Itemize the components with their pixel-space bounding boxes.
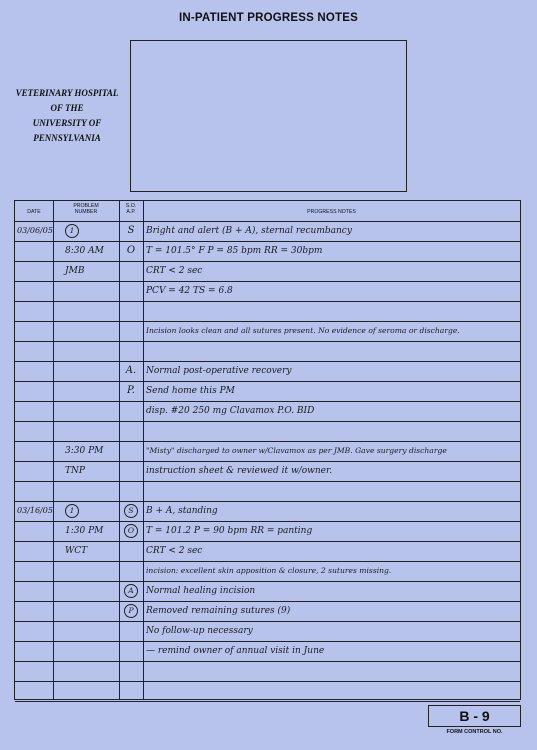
- table-row: [15, 321, 520, 341]
- problem-cell: [55, 601, 119, 621]
- hospital-line: UNIVERSITY OF: [32, 118, 102, 128]
- problem-cell: [55, 381, 119, 401]
- problem-cell: [55, 501, 119, 521]
- note-cell: Send home this PM: [146, 386, 235, 396]
- date-cell: [17, 661, 51, 681]
- date-cell: [17, 581, 51, 601]
- table-row: [15, 521, 520, 541]
- table-row: [15, 261, 520, 281]
- page-title: IN-PATIENT PROGRESS NOTES: [178, 12, 358, 24]
- table-row: [15, 481, 520, 501]
- soap-cell: [119, 521, 143, 541]
- problem-cell: TNP: [65, 466, 85, 476]
- note-cell: [146, 421, 518, 441]
- soap-cell: [119, 581, 143, 601]
- note-cell: Incision looks clean and all sutures present. No evidence of seroma or discharge.: [146, 326, 460, 335]
- soap-cell: [119, 281, 143, 301]
- hospital-line: OF THE: [50, 103, 84, 113]
- date-cell: [17, 481, 51, 501]
- note-cell: — remind owner of annual visit in June: [146, 646, 325, 656]
- date-cell: 03/16/05: [17, 506, 53, 515]
- table-row: [15, 561, 520, 581]
- note-cell: PCV = 42 TS = 6.8: [146, 286, 233, 296]
- problem-cell: [55, 581, 119, 601]
- form-control-label: FORM CONTROL NO.: [446, 729, 503, 735]
- soap-cell: [119, 341, 143, 361]
- note-cell: disp. #20 250 mg Clavamox P.O. BID: [146, 406, 315, 416]
- problem-cell: [55, 401, 119, 421]
- problem-cell: [55, 361, 119, 381]
- table-row: [15, 641, 520, 661]
- table-row: [15, 341, 520, 361]
- problem-cell: WCT: [65, 546, 88, 556]
- soap-cell: [119, 501, 143, 521]
- table-row: [15, 601, 520, 621]
- soap-cell: [119, 641, 143, 661]
- soap-cell: [119, 301, 143, 321]
- circled-mark: 1: [65, 504, 79, 518]
- table-row: [15, 301, 520, 321]
- date-cell: [17, 641, 51, 661]
- circled-mark: A: [124, 584, 138, 598]
- header-progress-notes: PROGRESS NOTES: [307, 209, 356, 215]
- note-cell: instruction sheet & reviewed it w/owner.: [146, 466, 333, 476]
- date-cell: [17, 261, 51, 281]
- header-date: DATE: [27, 209, 41, 215]
- note-cell: CRT < 2 sec: [146, 546, 203, 556]
- soap-cell: [119, 601, 143, 621]
- soap-cell: [119, 661, 143, 681]
- table-row: [15, 401, 520, 421]
- header-soap-line: A.P.: [126, 209, 136, 215]
- soap-cell: [119, 681, 143, 701]
- soap-cell: S: [127, 225, 135, 236]
- problem-cell: [55, 321, 119, 341]
- problem-cell: [55, 621, 119, 641]
- table-row: [15, 621, 520, 641]
- note-cell: T = 101.2 P = 90 bpm RR = panting: [146, 526, 313, 536]
- soap-cell: [119, 321, 143, 341]
- note-cell: Normal healing incision: [146, 586, 256, 596]
- soap-cell: O: [126, 245, 136, 256]
- date-cell: [17, 621, 51, 641]
- note-cell: Removed remaining sutures (9): [146, 606, 291, 616]
- header-soap-line: S.O.: [125, 203, 137, 209]
- note-cell: "Misty" discharged to owner w/Clavamox as per JMB. Gave surgery discharge: [146, 446, 447, 455]
- note-cell: No follow-up necessary: [146, 626, 253, 636]
- soap-cell: [119, 441, 143, 461]
- progress-notes-table: [14, 200, 521, 700]
- note-cell: [146, 681, 518, 701]
- hospital-line: VETERINARY HOSPITAL: [15, 88, 119, 98]
- date-cell: [17, 521, 51, 541]
- note-cell: CRT < 2 sec: [146, 266, 203, 276]
- circled-mark: 1: [65, 224, 79, 238]
- row-divider: [15, 701, 520, 702]
- soap-cell: [119, 481, 143, 501]
- soap-cell: [119, 461, 143, 481]
- soap-cell: [119, 261, 143, 281]
- date-cell: [17, 681, 51, 701]
- date-cell: [17, 241, 51, 261]
- problem-cell: 8:30 AM: [65, 246, 104, 256]
- date-cell: [17, 561, 51, 581]
- problem-cell: [55, 481, 119, 501]
- header-problem-number: [53, 203, 119, 215]
- photo-box: [130, 40, 407, 192]
- date-cell: 03/06/05: [17, 226, 53, 235]
- date-cell: [17, 321, 51, 341]
- table-row: [15, 681, 520, 701]
- table-row: [15, 361, 520, 381]
- note-cell: Normal post-operative recovery: [146, 366, 292, 376]
- soap-cell: [119, 561, 143, 581]
- header-problem-line: PROBLEM: [73, 203, 99, 209]
- date-cell: [17, 301, 51, 321]
- header-soap: [119, 203, 143, 215]
- problem-cell: [55, 301, 119, 321]
- table-row: [15, 581, 520, 601]
- date-cell: [17, 601, 51, 621]
- date-cell: [17, 421, 51, 441]
- note-cell: B + A, standing: [146, 506, 218, 516]
- soap-cell: A.: [125, 365, 137, 376]
- note-cell: T = 101.5° F P = 85 bpm RR = 30bpm: [146, 246, 323, 256]
- table-row: [15, 221, 520, 241]
- soap-cell: [119, 401, 143, 421]
- date-cell: [17, 441, 51, 461]
- note-cell: incision: excellent skin apposition & closure, 2 sutures missing.: [146, 566, 392, 575]
- problem-cell: [55, 681, 119, 701]
- soap-cell: [119, 541, 143, 561]
- table-row: [15, 241, 520, 261]
- soap-cell: P.: [127, 385, 135, 396]
- table-row: [15, 281, 520, 301]
- note-cell: [146, 341, 518, 361]
- problem-cell: JMB: [65, 266, 85, 276]
- table-row: [15, 541, 520, 561]
- table-row: [15, 461, 520, 481]
- date-cell: [17, 381, 51, 401]
- table-row: [15, 441, 520, 461]
- note-cell: [146, 481, 518, 501]
- soap-cell: [119, 421, 143, 441]
- circled-mark: S: [124, 504, 138, 518]
- table-row: [15, 381, 520, 401]
- header-problem-line: NUMBER: [74, 209, 98, 215]
- problem-cell: 3:30 PM: [65, 446, 104, 456]
- hospital-name: [12, 86, 122, 146]
- note-cell: [146, 301, 518, 321]
- note-cell: Bright and alert (B + A), sternal recumbancy: [146, 226, 352, 236]
- soap-cell: [119, 621, 143, 641]
- date-cell: [17, 541, 51, 561]
- table-row: [15, 661, 520, 681]
- problem-cell: [55, 221, 119, 241]
- date-cell: [17, 461, 51, 481]
- date-cell: [17, 281, 51, 301]
- table-row: [15, 421, 520, 441]
- date-cell: [17, 361, 51, 381]
- problem-cell: [55, 561, 119, 581]
- date-cell: [17, 401, 51, 421]
- problem-cell: [55, 281, 119, 301]
- circled-mark: O: [124, 524, 138, 538]
- problem-cell: [55, 641, 119, 661]
- form-number: B - 9: [428, 705, 521, 727]
- note-cell: [146, 661, 518, 681]
- problem-cell: [55, 661, 119, 681]
- hospital-line: PENNSYLVANIA: [33, 133, 101, 143]
- circled-mark: P: [124, 604, 138, 618]
- problem-cell: [55, 341, 119, 361]
- problem-cell: [55, 421, 119, 441]
- problem-cell: 1:30 PM: [65, 526, 104, 536]
- date-cell: [17, 341, 51, 361]
- table-row: [15, 501, 520, 521]
